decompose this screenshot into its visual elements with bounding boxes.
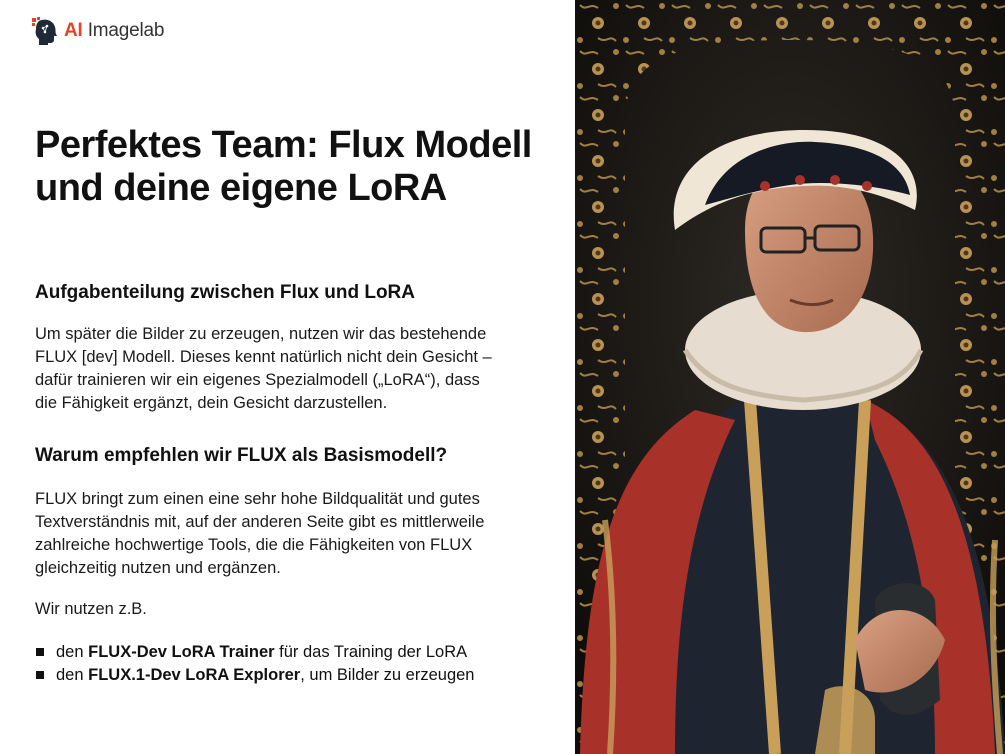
head-logo-icon (31, 17, 58, 45)
square-bullet-icon (36, 648, 44, 656)
tool-suffix: , um Bilder zu erzeugen (300, 666, 475, 684)
tool-name: FLUX.1-Dev LoRA Explorer (88, 666, 301, 684)
section2-heading: Warum empfehlen wir FLUX als Basismodell? (35, 445, 448, 466)
tools-list (35, 641, 555, 687)
brand-rest: Imagelab (82, 20, 165, 41)
list-item (35, 664, 555, 687)
tool-prefix: den (56, 666, 89, 684)
tools-intro: Wir nutzen z.B. (35, 600, 147, 618)
page-title: Perfektes Team: Flux Modell und deine eigene LoRA (35, 124, 532, 209)
brand-ai: AI (64, 20, 83, 41)
tudor-portrait-illustration (575, 0, 1005, 754)
portrait-image (575, 0, 1005, 754)
section1-heading: Aufgabenteilung zwischen Flux und LoRA (35, 282, 415, 303)
square-bullet-icon (36, 671, 44, 679)
section2-body: FLUX bringt zum einen eine sehr hohe Bildqualität und gutes Textverständnis mit, auf der anderen Seite gibt es mittlerweile zahlreiche hochwertige Tools, die die Fähigkeiten von FLUX gleichzeitig nutzen und ergänzen. (35, 490, 485, 577)
tool-name: FLUX-Dev LoRA Trainer (88, 643, 275, 661)
list-item (35, 641, 555, 664)
tool-suffix: für das Training der LoRA (274, 643, 468, 661)
section1-body: Um später die Bilder zu erzeugen, nutzen wir das bestehende FLUX [dev] Modell. Dieses kennt natürlich nicht dein Gesicht – dafür trainieren wir ein eigenes Spezialmodell („LoRA“), dass die Fähigkeit ergänzt, dein Gesicht darzustellen. (35, 325, 492, 412)
brand-name (64, 20, 164, 42)
brand-logo[interactable] (31, 17, 164, 45)
tool-prefix: den (56, 643, 89, 661)
